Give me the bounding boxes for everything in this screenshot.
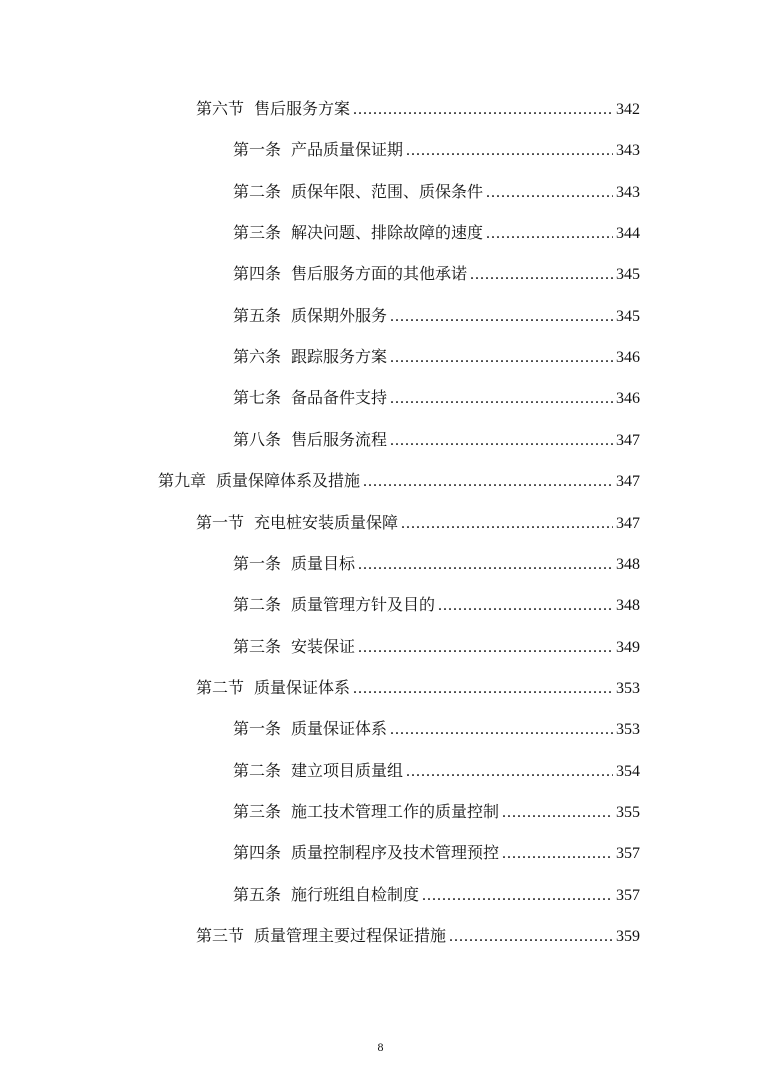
toc-dot-leader: [470, 261, 613, 289]
toc-entry-title: 建立项目质量组: [291, 760, 404, 780]
toc-entry-title: 质量控制程序及技术管理预控: [291, 843, 500, 863]
toc-entry-number: 第三节: [196, 926, 245, 945]
toc-entry-number: 第二条: [233, 181, 282, 201]
toc-entry-number: 第三条: [233, 223, 282, 243]
toc-dot-leader: [390, 427, 613, 455]
toc-entry-article[interactable]: [233, 219, 640, 247]
toc-entry-title: 售后服务方案: [254, 99, 351, 118]
toc-entry-title: 质保年限、范围、质保条件: [291, 181, 484, 201]
toc-entry-article[interactable]: [233, 715, 640, 743]
toc-entry-page: 347: [616, 473, 640, 491]
toc-entry-title: 施行班组自检制度: [291, 884, 420, 904]
toc-entry-title: 质量管理方针及目的: [291, 595, 436, 615]
toc-entry-article[interactable]: [233, 178, 640, 206]
toc-entry-title: 解决问题、排除故障的速度: [291, 223, 484, 243]
toc-entry-title: 质量保障体系及措施: [216, 471, 361, 491]
toc-entry-page: 343: [616, 142, 640, 160]
toc-entry-title: 备品备件支持: [291, 388, 388, 408]
toc-entry-page: 347: [616, 514, 640, 532]
toc-entry-title: 产品质量保证期: [291, 140, 404, 160]
toc-entry-article[interactable]: [233, 881, 640, 909]
toc-entry-number: 第四条: [233, 843, 282, 863]
toc-entry-number: 第七条: [233, 388, 282, 408]
toc-entry-section[interactable]: [196, 674, 640, 702]
toc-entry-title: 质保期外服务: [291, 305, 388, 325]
toc-entry-number: 第九章: [158, 471, 207, 491]
toc-entry-page: 349: [616, 638, 640, 656]
toc-entry-title: 质量管理主要过程保证措施: [254, 926, 447, 945]
toc-dot-leader: [390, 385, 613, 413]
toc-dot-leader: [358, 634, 613, 662]
toc-dot-leader: [486, 220, 613, 248]
toc-entry-article[interactable]: [233, 757, 640, 785]
toc-entry-number: 第一条: [233, 719, 282, 739]
toc-entry-number: 第一条: [233, 140, 282, 160]
toc-entry-title: 质量保证体系: [291, 719, 388, 739]
toc-entry-number: 第一节: [196, 512, 245, 532]
toc-entry-number: 第五条: [233, 305, 282, 325]
toc-entry-title: 施工技术管理工作的质量控制: [291, 802, 500, 821]
toc-entry-page: 347: [616, 431, 640, 449]
toc-entry-number: 第五条: [233, 884, 282, 904]
toc-dot-leader: [438, 592, 613, 620]
toc-entry-title: 质量目标: [291, 553, 356, 573]
toc-dot-leader: [358, 551, 613, 579]
toc-entry-number: 第三条: [233, 802, 282, 821]
toc-dot-leader: [449, 923, 613, 951]
toc-entry-number: 第四条: [233, 264, 282, 284]
toc-entry-page: 348: [616, 597, 640, 615]
toc-entry-article[interactable]: [233, 136, 640, 164]
toc-entry-article[interactable]: [233, 260, 640, 288]
toc-entry-number: 第八条: [233, 429, 282, 449]
toc-entry-article[interactable]: [233, 343, 640, 371]
toc-dot-leader: [406, 758, 613, 786]
toc-entry-article[interactable]: [233, 426, 640, 454]
toc-dot-leader: [502, 799, 613, 827]
toc-entry-article[interactable]: [233, 550, 640, 578]
toc-entry-chapter[interactable]: [158, 467, 640, 495]
toc-entry-page: 353: [616, 679, 640, 697]
toc-entry-title: 售后服务方面的其他承诺: [291, 264, 468, 284]
toc-entry-page: 359: [616, 928, 640, 945]
toc-entry-page: 346: [616, 390, 640, 408]
toc-dot-leader: [422, 882, 613, 910]
toc-entry-number: 第二节: [196, 677, 245, 697]
toc-entry-page: 354: [616, 762, 640, 780]
toc-dot-leader: [390, 716, 613, 744]
toc-dot-leader: [502, 840, 613, 868]
toc-entry-article[interactable]: [233, 302, 640, 330]
toc-entry-number: 第二条: [233, 595, 282, 615]
toc-entry-section[interactable]: [196, 509, 640, 537]
toc-entry-title: 售后服务流程: [291, 429, 388, 449]
toc-entry-number: 第二条: [233, 760, 282, 780]
toc-entry-page: 353: [616, 721, 640, 739]
toc-entry-article[interactable]: [233, 798, 640, 826]
toc-entry-page: 345: [616, 266, 640, 284]
toc-entry-article[interactable]: [233, 839, 640, 867]
toc-dot-leader: [486, 179, 613, 207]
toc-dot-leader: [406, 137, 613, 165]
page-number: 8: [377, 1040, 384, 1054]
toc-entry-article[interactable]: [233, 384, 640, 412]
toc-entry-page: 355: [616, 804, 640, 821]
toc-dot-leader: [353, 675, 613, 703]
toc-entry-number: 第一条: [233, 553, 282, 573]
toc-dot-leader: [390, 303, 613, 331]
toc-entry-title: 充电桩安装质量保障: [254, 512, 399, 532]
toc-entry-page: 357: [616, 845, 640, 863]
toc-entry-title: 质量保证体系: [254, 677, 351, 697]
toc-entry-title: 安装保证: [291, 636, 356, 656]
toc-entry-page: 348: [616, 555, 640, 573]
toc-entry-page: 344: [616, 225, 640, 243]
toc-dot-leader: [363, 468, 613, 496]
toc-dot-leader: [353, 96, 613, 124]
toc-entry-article[interactable]: [233, 591, 640, 619]
toc-dot-leader: [390, 344, 613, 372]
toc-entry-page: 343: [616, 183, 640, 201]
toc-entry-page: 357: [616, 886, 640, 904]
toc-entry-number: 第六节: [196, 99, 245, 118]
toc-entry-number: 第三条: [233, 636, 282, 656]
toc-entry-page: 342: [616, 101, 640, 118]
toc-entry-page: 345: [616, 307, 640, 325]
toc-entry-page: 346: [616, 349, 640, 367]
toc-entry-section[interactable]: [196, 922, 640, 950]
toc-entry-title: 跟踪服务方案: [291, 347, 388, 367]
toc-entry-number: 第六条: [233, 347, 282, 367]
toc-entry-section[interactable]: [196, 95, 640, 123]
toc-entry-article[interactable]: [233, 633, 640, 661]
toc-dot-leader: [401, 510, 613, 538]
